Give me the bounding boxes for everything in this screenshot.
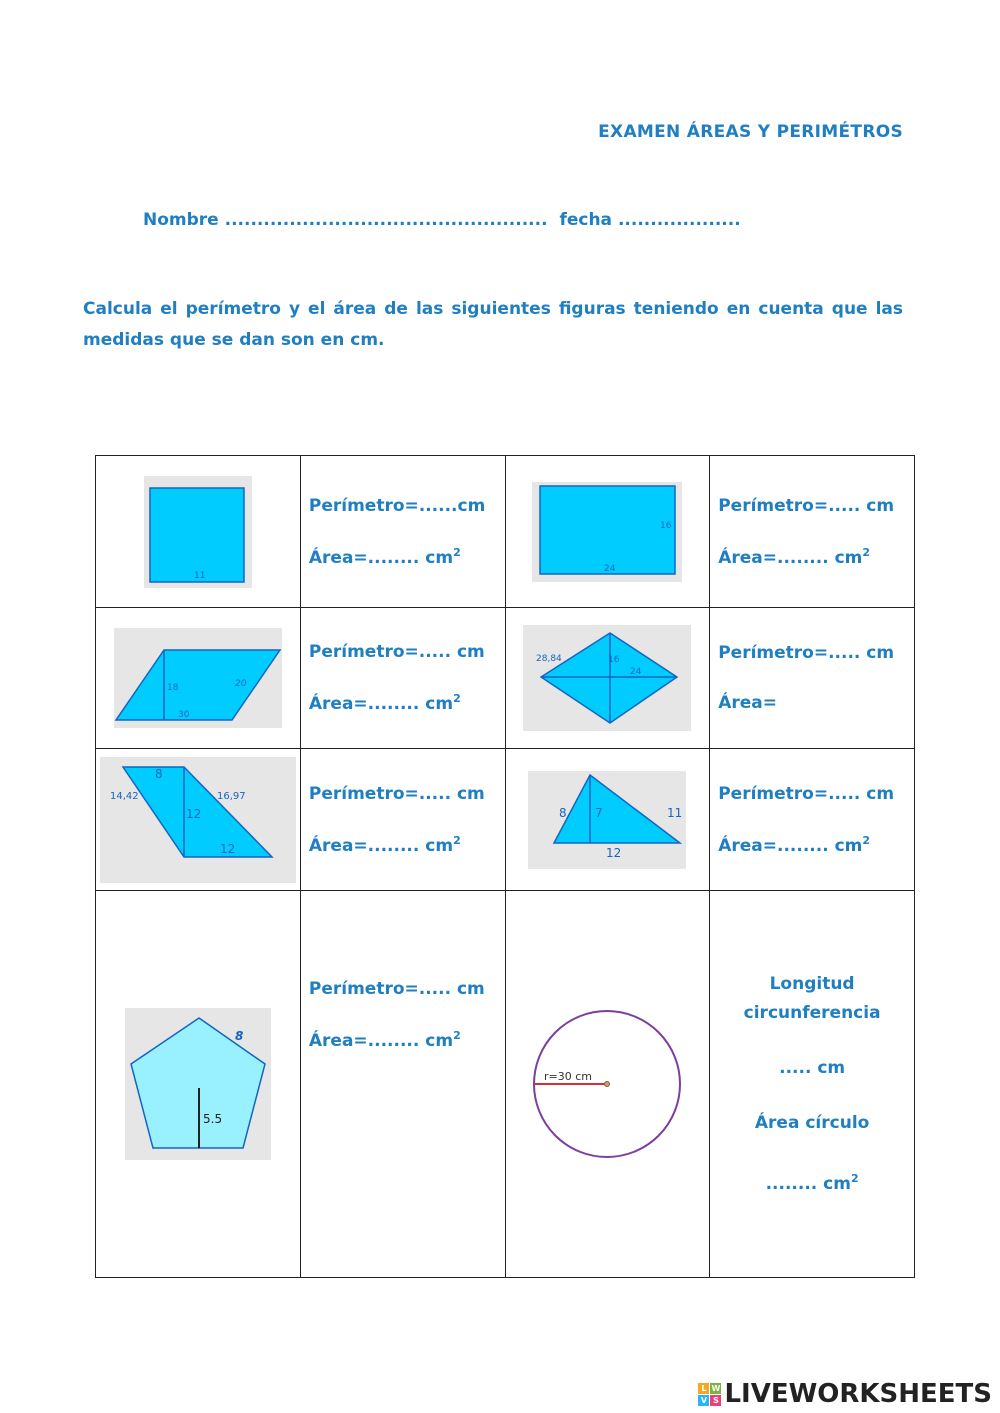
trapezoid-base-label: 12 [219, 841, 236, 856]
table-row [96, 749, 915, 891]
rectangle-perimeter-answer[interactable]: Perímetro=..... cm [718, 495, 895, 516]
circle-length-title-1: Longitud [769, 973, 855, 994]
circle-length-answer[interactable]: ..... cm [779, 1057, 846, 1078]
trapezoid-figure [100, 757, 296, 883]
triangle-height-label: 7 [595, 805, 604, 820]
square-side-label: 11 [193, 570, 206, 581]
pentagon-figure-cell [96, 891, 301, 1278]
triangle-left-label: 8 [559, 805, 568, 820]
parallelogram-side-label: 20 [234, 679, 247, 689]
trapezoid-figure-cell [96, 749, 301, 891]
circle-area-title: Área círculo [754, 1112, 870, 1133]
square-answer-cell [300, 456, 505, 608]
parallelogram-figure [114, 628, 282, 728]
trapezoid-top-label: 8 [154, 766, 163, 781]
liveworksheets-brand [698, 1379, 992, 1409]
circle-figure-cell [505, 891, 710, 1278]
rhombus-figure [523, 625, 691, 731]
triangle-perimeter-answer[interactable]: Perímetro=..... cm [718, 783, 895, 804]
circle-radius-label: r=30 cm [544, 1070, 593, 1083]
rhombus-answer-cell [710, 608, 915, 749]
table-row [96, 608, 915, 749]
page-title: EXAMEN ÁREAS Y PERIMÉTROS [598, 122, 903, 142]
rectangle-area-answer[interactable]: Área=........ $cm^2$ [718, 545, 871, 568]
circle-length-title-2: circunferencia [743, 1002, 881, 1023]
square-figure-cell [96, 456, 301, 608]
triangle-answer-cell [710, 749, 915, 891]
table-row [96, 456, 915, 608]
name-field[interactable]: Nombre .................................................. [143, 210, 548, 230]
trapezoid-perimeter-answer[interactable]: Perímetro=..... cm [308, 783, 485, 804]
triangle-base-label: 12 [606, 845, 622, 860]
square-figure [144, 476, 252, 588]
triangle-area-answer[interactable]: Área=........ $cm^2$ [718, 833, 871, 856]
pentagon-side-label: 8 [234, 1029, 244, 1043]
rectangle-answer-cell [710, 456, 915, 608]
trapezoid-area-answer[interactable]: Área=........ $cm^2$ [308, 833, 461, 856]
rhombus-perimeter-answer[interactable]: Perímetro=..... cm [718, 643, 895, 663]
parallelogram-answer-cell [300, 608, 505, 749]
triangle-figure-cell [505, 749, 710, 891]
table-row [96, 891, 915, 1278]
rhombus-area-answer[interactable]: Área= [718, 693, 778, 713]
triangle-figure [528, 771, 686, 869]
exercise-table [95, 455, 915, 1278]
trapezoid-right-label: 16,97 [216, 790, 246, 802]
parallelogram-area-answer[interactable]: Área=........ $cm^2$ [308, 692, 461, 714]
rectangle-height-label: 16 [660, 520, 672, 531]
rectangle-figure-cell [505, 456, 710, 608]
circle-answer-cell [710, 891, 915, 1278]
circle-figure [532, 1009, 682, 1159]
rectangle-base-label: 24 [604, 563, 616, 574]
date-field[interactable]: fecha ................... [559, 210, 741, 230]
trapezoid-height-label: 12 [185, 806, 202, 821]
name-date-line [143, 210, 747, 230]
trapezoid-answer-cell [300, 749, 505, 891]
pentagon-apothem-label: 5.5 [202, 1112, 223, 1126]
pentagon-area-answer[interactable]: Área=........ $cm^2$ [308, 1029, 461, 1051]
parallelogram-height-label: 18 [166, 683, 179, 693]
rhombus-half-d1-label: 16 [608, 655, 620, 665]
rectangle-figure [532, 482, 682, 582]
parallelogram-base-label: 30 [177, 710, 190, 720]
trapezoid-left-label: 14,42 [109, 790, 139, 802]
rhombus-figure-cell [505, 608, 710, 749]
pentagon-figure [125, 1008, 271, 1160]
parallelogram-figure-cell [96, 608, 301, 749]
square-perimeter-answer[interactable]: Perímetro=......cm [308, 495, 486, 516]
triangle-right-label: 11 [667, 805, 683, 820]
pentagon-perimeter-answer[interactable]: Perímetro=..... cm [308, 979, 485, 999]
liveworksheets-logo-icon: L W V S [698, 1383, 721, 1406]
rhombus-side-label: 28,84 [536, 654, 563, 664]
square-area-answer[interactable]: Área=........ $cm^2$ [308, 545, 461, 568]
pentagon-answer-cell [300, 891, 505, 1278]
circle-area-answer[interactable]: ........ $cm^2$ [765, 1171, 859, 1194]
instructions: Calcula el perímetro y el área de las siguientes figuras teniendo en cuenta que las medidas que se dan son en cm. [83, 299, 903, 350]
parallelogram-perimeter-answer[interactable]: Perímetro=..... cm [308, 642, 485, 662]
brand-name: LIVEWORKSHEETS [724, 1379, 992, 1409]
rhombus-half-d2-label: 24 [630, 667, 642, 677]
